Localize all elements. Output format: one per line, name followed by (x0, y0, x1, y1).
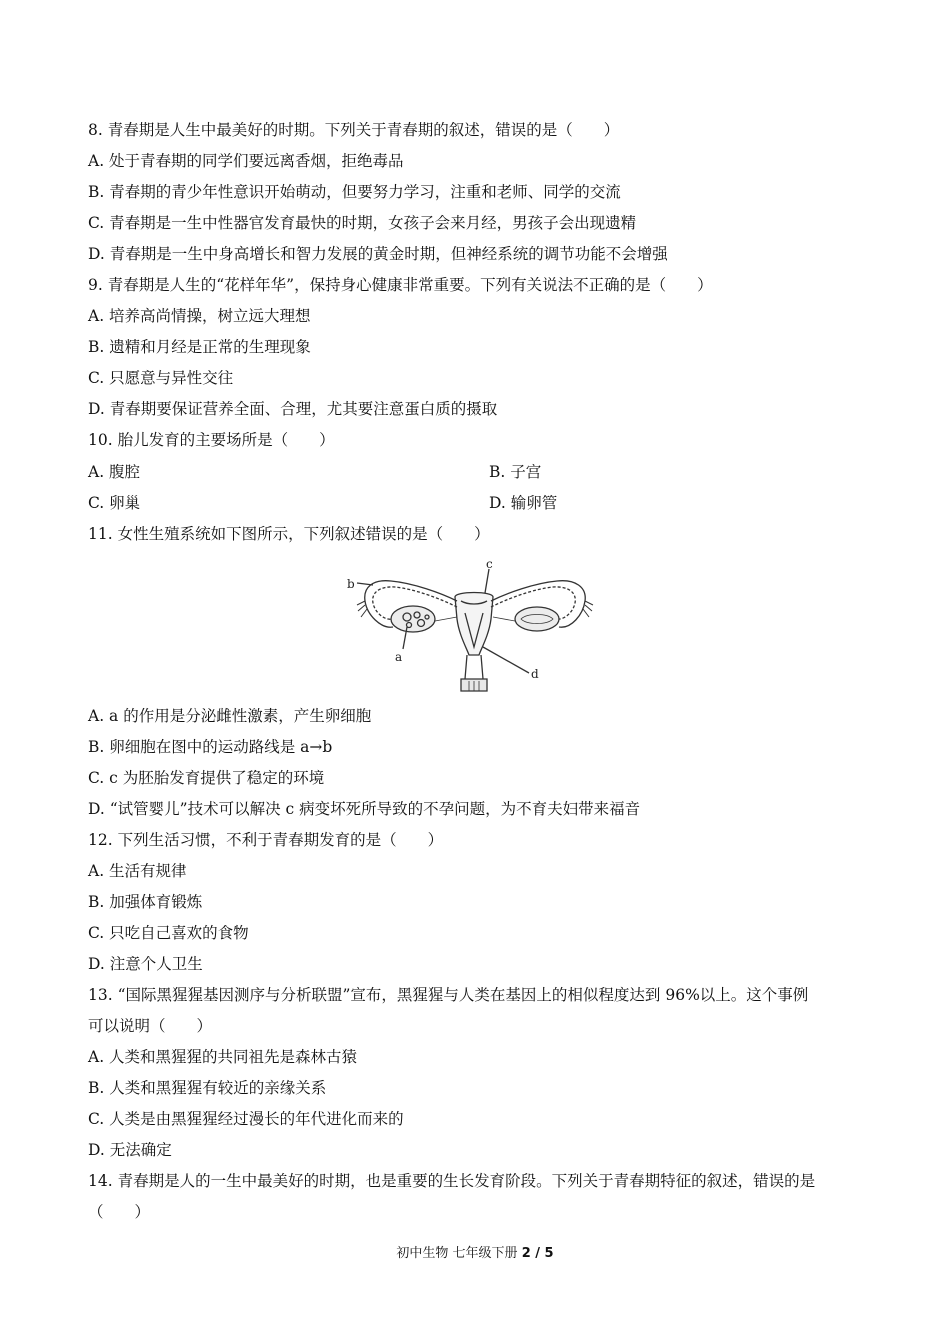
figure-label-b: b (347, 577, 355, 591)
question-10-option-a: A. 腹腔 (88, 463, 141, 481)
question-9-option-c: C. 只愿意与异性交往 (88, 369, 234, 387)
question-9-option-a: A. 培养高尚情操，树立远大理想 (88, 307, 311, 325)
figure-label-a: a (395, 650, 403, 664)
question-8-option-c: C. 青春期是一生中性器官发育最快的时期，女孩子会来月经，男孩子会出现遗精 (88, 214, 637, 232)
question-13-option-c: C. 人类是由黑猩猩经过漫长的年代进化而来的 (88, 1110, 404, 1128)
question-9-option-b: B. 遗精和月经是正常的生理现象 (88, 338, 311, 356)
question-8-stem: 8. 青春期是人生中最美好的时期。下列关于青春期的叙述，错误的是（ ） (88, 121, 620, 139)
question-8-option-a: A. 处于青春期的同学们要远离香烟，拒绝毒品 (88, 152, 404, 170)
question-14-stem-line-1: 14. 青春期是人的一生中最美好的时期，也是重要的生长发育阶段。下列关于青春期特征的叙述，错误的是 (88, 1172, 816, 1190)
question-8-option-b: B. 青春期的青少年性意识开始萌动，但要努力学习，注重和老师、同学的交流 (88, 183, 621, 201)
question-9-stem: 9. 青春期是人生的“花样年华”，保持身心健康非常重要。下列有关说法不正确的是（ ） (88, 276, 713, 294)
question-10-option-d: D. 输卵管 (489, 494, 558, 512)
question-11-option-c: C. c 为胚胎发育提供了稳定的环境 (88, 769, 325, 787)
question-13-option-d: D. 无法确定 (88, 1141, 172, 1159)
question-11-option-a: A. a 的作用是分泌雌性激素，产生卵细胞 (88, 707, 372, 725)
question-13-option-b: B. 人类和黑猩猩有较近的亲缘关系 (88, 1079, 327, 1097)
question-9-option-d: D. 青春期要保证营养全面、合理，尤其要注意蛋白质的摄取 (88, 400, 498, 418)
question-8-option-d: D. 青春期是一生中身高增长和智力发展的黄金时期，但神经系统的调节功能不会增强 (88, 245, 668, 263)
question-11-stem: 11. 女性生殖系统如下图所示，下列叙述错误的是（ ） (88, 525, 490, 543)
question-12-option-b: B. 加强体育锻炼 (88, 893, 203, 911)
question-13-option-a: A. 人类和黑猩猩的共同祖先是森林古猿 (88, 1048, 358, 1066)
figure-label-c: c (486, 557, 493, 571)
page-footer (0, 1245, 950, 1263)
footer-text: 初中生物 七年级下册 (396, 1246, 522, 1261)
female-reproductive-system-figure (343, 557, 605, 693)
question-12-option-a: A. 生活有规律 (88, 862, 187, 880)
question-12-stem: 12. 下列生活习惯，不利于青春期发育的是（ ） (88, 831, 444, 849)
question-10-option-c: C. 卵巢 (88, 494, 141, 512)
page-number: 2 / 5 (521, 1246, 554, 1261)
question-10-stem: 10. 胎儿发育的主要场所是（ ） (88, 431, 335, 449)
question-13-stem-line-1: 13. “国际黑猩猩基因测序与分析联盟”宣布，黑猩猩与人类在基因上的相似程度达到 96%以上。这个事例 (88, 986, 809, 1004)
figure-label-d: d (531, 667, 539, 681)
question-14-stem-line-2: （ ） (88, 1203, 151, 1221)
question-12-option-c: C. 只吃自己喜欢的食物 (88, 924, 249, 942)
question-12-option-d: D. 注意个人卫生 (88, 955, 203, 973)
question-11-option-b: B. 卵细胞在图中的运动路线是 a→b (88, 738, 333, 756)
question-11-option-d: D. “试管婴儿”技术可以解决 c 病变坏死所导致的不孕问题，为不育夫妇带来福音 (88, 800, 641, 818)
question-13-stem-line-2: 可以说明（ ） (88, 1017, 213, 1035)
question-10-option-b: B. 子宫 (489, 463, 542, 481)
